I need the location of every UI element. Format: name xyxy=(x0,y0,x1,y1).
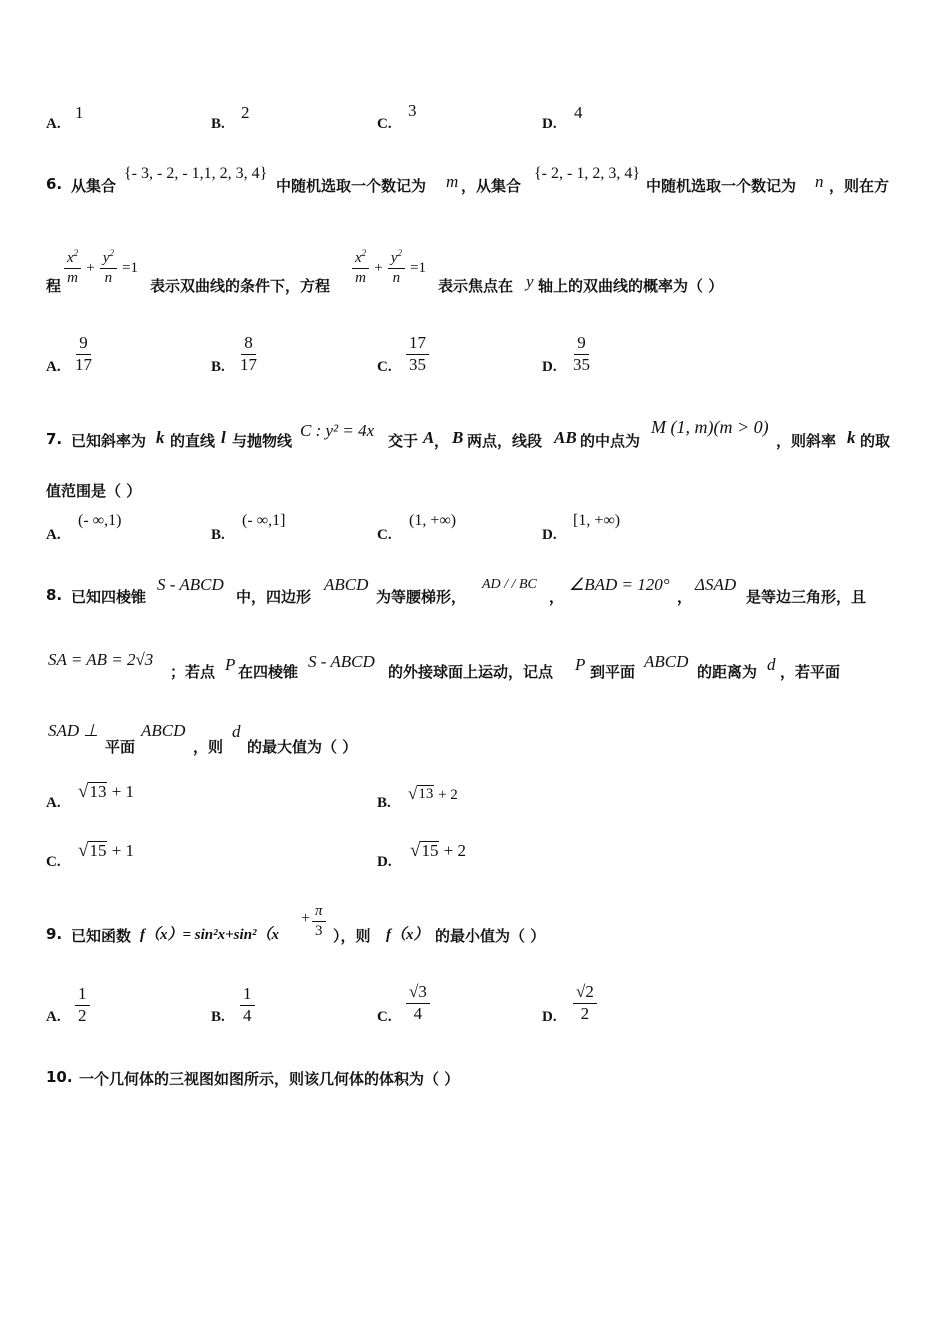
q9-text-1: 已知函数 xyxy=(71,927,132,945)
q9-number: 9. xyxy=(46,925,63,943)
q8-text-13: 的最大值为（ ） xyxy=(247,738,358,756)
q8-pyramid: S - ABCD xyxy=(157,575,224,594)
q6-eq2-plus: + xyxy=(374,260,383,276)
q7-k-2: k xyxy=(847,428,856,447)
q8-option-b-value: √ 13 + 2 xyxy=(408,784,458,803)
q8-text-10: ，若平面 xyxy=(780,663,841,681)
q5-option-b-label[interactable]: B. xyxy=(211,116,225,132)
q8-text-8: 到平面 xyxy=(590,663,636,681)
q7-text-2: 的直线 xyxy=(170,432,216,450)
q9-text-3: 的最小值为（ ） xyxy=(435,927,546,945)
q8-text-2: 中，四边形 xyxy=(236,588,312,606)
q9-expression: f（x）= sin²x+sin²（x xyxy=(140,927,280,943)
q8-abcd: ABCD xyxy=(324,575,369,594)
q8-option-a-label[interactable]: A. xyxy=(46,795,61,811)
q5-option-d-value: 4 xyxy=(574,103,583,122)
q7-option-a-value: (- ∞,1) xyxy=(78,512,122,529)
q6-eq1-y-frac: $\frac{y^2}{n}$ xyxy=(100,249,117,286)
q9-option-c-value: $\frac{√3}{4}$ xyxy=(406,983,430,1023)
q8-plane-sad: SAD ⊥ xyxy=(48,721,99,740)
q8-text-4: 是等边三角形，且 xyxy=(746,588,867,606)
q6-eq1-plus: + xyxy=(86,260,95,276)
q9-option-b-value: $\frac{1}{4}$ xyxy=(240,985,255,1025)
q9-plus: + xyxy=(301,910,311,927)
q8-text-11: 平面 xyxy=(105,738,136,756)
q7-comma: ， xyxy=(434,432,450,450)
q7-text-6: 的中点为 xyxy=(580,432,641,450)
q5-option-c-value: 3 xyxy=(408,101,417,120)
q8-option-c-value: √ 15 + 1 xyxy=(78,840,135,861)
q6-option-c-label[interactable]: C. xyxy=(377,359,392,375)
q6-eq2-y-frac: $\frac{y^2}{n}$ xyxy=(388,249,405,286)
q10-number: 10. xyxy=(46,1068,73,1086)
q6-number: 6. xyxy=(46,175,63,193)
q9-pi-over-3: $\frac{\pi}{3}$ xyxy=(312,903,326,939)
q7-option-d-label[interactable]: D. xyxy=(542,527,557,543)
q6-option-a-value: $\frac{9}{17}$ xyxy=(75,333,92,374)
q7-l: l xyxy=(221,428,226,447)
q7-text-4: 交于 xyxy=(388,432,419,450)
q5-option-d-label[interactable]: D. xyxy=(542,116,557,132)
q6-eq1-x-frac: $\frac{x^2}{m}$ xyxy=(64,249,81,286)
q7-text-7: ，则斜率 xyxy=(776,432,837,450)
q8-option-c-label[interactable]: C. xyxy=(46,854,61,870)
q6-equation-2 xyxy=(352,249,426,286)
q5-option-a-label[interactable]: A. xyxy=(46,116,61,132)
q8-comma-1: ， xyxy=(549,588,565,606)
q8-point-p-2: P xyxy=(575,655,586,674)
q7-segment-ab: AB xyxy=(554,428,577,447)
q8-text-6: 在四棱锥 xyxy=(238,663,299,681)
q8-option-d-label[interactable]: D. xyxy=(377,854,392,870)
q8-comma-2: ， xyxy=(677,588,693,606)
q6-text-1: 从集合 xyxy=(71,177,117,195)
q9-option-a-value: $\frac{1}{2}$ xyxy=(75,985,90,1025)
q7-text-5: 两点，线段 xyxy=(467,432,543,450)
q6-option-c-value: $\frac{17}{35}$ xyxy=(406,334,429,374)
q6-text-5: ，则在方 xyxy=(829,177,890,195)
q8-triangle: ΔSAD xyxy=(695,575,737,594)
q7-text-8: 的取 xyxy=(860,432,891,450)
q7-option-c-value: (1, +∞) xyxy=(409,512,457,529)
q10-text: 一个几何体的三视图如图所示，则该几何体的体积为（ ） xyxy=(79,1070,460,1088)
q9-option-d-label[interactable]: D. xyxy=(542,1009,557,1025)
q5-option-c-label[interactable]: C. xyxy=(377,116,392,132)
q8-parallel: AD / / BC xyxy=(482,577,537,592)
q9-text-2: ），则 xyxy=(333,927,371,945)
q8-text-7: 的外接球面上运动，记点 xyxy=(388,663,554,681)
q8-equation: SA = AB = 2√3 xyxy=(48,650,154,669)
q8-text-3: 为等腰梯形， xyxy=(376,588,467,606)
q6-var-n: n xyxy=(815,172,824,191)
q7-text-1: 已知斜率为 xyxy=(71,432,147,450)
q8-d-2: d xyxy=(232,722,241,741)
q9-option-d-value: $\frac{√2}{2}$ xyxy=(573,983,597,1023)
q7-point-a: A xyxy=(423,428,435,447)
q6-option-d-value: $\frac{9}{35}$ xyxy=(573,333,590,374)
q7-number: 7. xyxy=(46,430,63,448)
q8-text-1: 已知四棱锥 xyxy=(71,588,147,606)
q8-text-9: 的距离为 xyxy=(697,663,758,681)
q9-fx: f（x） xyxy=(386,927,429,943)
q6-eq1-rhs: =1 xyxy=(122,260,139,276)
q6-eq2-rhs: =1 xyxy=(410,260,427,276)
q9-option-b-label[interactable]: B. xyxy=(211,1009,225,1025)
q8-number: 8. xyxy=(46,586,63,604)
q6-text-7: 表示双曲线的条件下，方程 xyxy=(150,277,331,295)
q7-option-a-label[interactable]: A. xyxy=(46,527,61,543)
q6-option-d-label[interactable]: D. xyxy=(542,359,557,375)
q5-option-a-value: 1 xyxy=(75,103,84,122)
q7-text-3: 与抛物线 xyxy=(232,432,293,450)
q6-var-y: y xyxy=(526,272,534,291)
q8-angle: ∠BAD = 120° xyxy=(569,575,670,594)
q6-text-6: 程 xyxy=(46,277,62,295)
q6-option-b-label[interactable]: B. xyxy=(211,359,225,375)
q6-text-9: 轴上的双曲线的概率为（ ） xyxy=(538,277,724,295)
q6-set-1: {- 3, - 2, - 1,1, 2, 3, 4} xyxy=(124,165,268,182)
q7-option-c-label[interactable]: C. xyxy=(377,527,392,543)
q6-text-8: 表示焦点在 xyxy=(438,277,514,295)
q8-option-a-value: √ 13 + 1 xyxy=(78,781,135,802)
q7-midpoint: M (1, m)(m > 0) xyxy=(651,417,769,437)
q8-option-d-value: √ 15 + 2 xyxy=(410,840,467,861)
q7-point-b: B xyxy=(452,428,464,447)
q6-set-2: {- 2, - 1, 2, 3, 4} xyxy=(534,165,641,182)
q5-option-b-value: 2 xyxy=(241,103,250,122)
q8-abcd-3: ABCD xyxy=(141,721,186,740)
q6-eq2-x-frac: $\frac{x^2}{m}$ xyxy=(352,249,369,286)
q7-option-d-value: [1, +∞) xyxy=(573,512,621,529)
q7-option-b-label[interactable]: B. xyxy=(211,527,225,543)
q9-option-a-label[interactable]: A. xyxy=(46,1009,61,1025)
q7-option-b-value: (- ∞,1] xyxy=(242,512,286,529)
q8-pyramid-2: S - ABCD xyxy=(308,652,375,671)
q9-option-c-label[interactable]: C. xyxy=(377,1009,392,1025)
q8-text-5: ；若点 xyxy=(170,663,216,681)
q7-text-9: 值范围是（ ） xyxy=(46,482,142,500)
q8-d: d xyxy=(767,655,776,674)
q7-k: k xyxy=(156,428,165,447)
q6-equation-1 xyxy=(64,249,138,286)
q8-abcd-2: ABCD xyxy=(644,652,689,671)
q6-option-b-value: $\frac{8}{17}$ xyxy=(240,333,257,374)
q7-parabola: C : y² = 4x xyxy=(300,421,375,440)
q6-text-3: ，从集合 xyxy=(461,177,522,195)
q6-text-4: 中随机选取一个数记为 xyxy=(646,177,797,195)
q8-option-b-label[interactable]: B. xyxy=(377,795,391,811)
q6-option-a-label[interactable]: A. xyxy=(46,359,61,375)
q8-point-p: P xyxy=(225,655,236,674)
q6-text-2: 中随机选取一个数记为 xyxy=(276,177,427,195)
q6-var-m: m xyxy=(446,172,459,191)
q8-text-12: ，则 xyxy=(193,738,224,756)
